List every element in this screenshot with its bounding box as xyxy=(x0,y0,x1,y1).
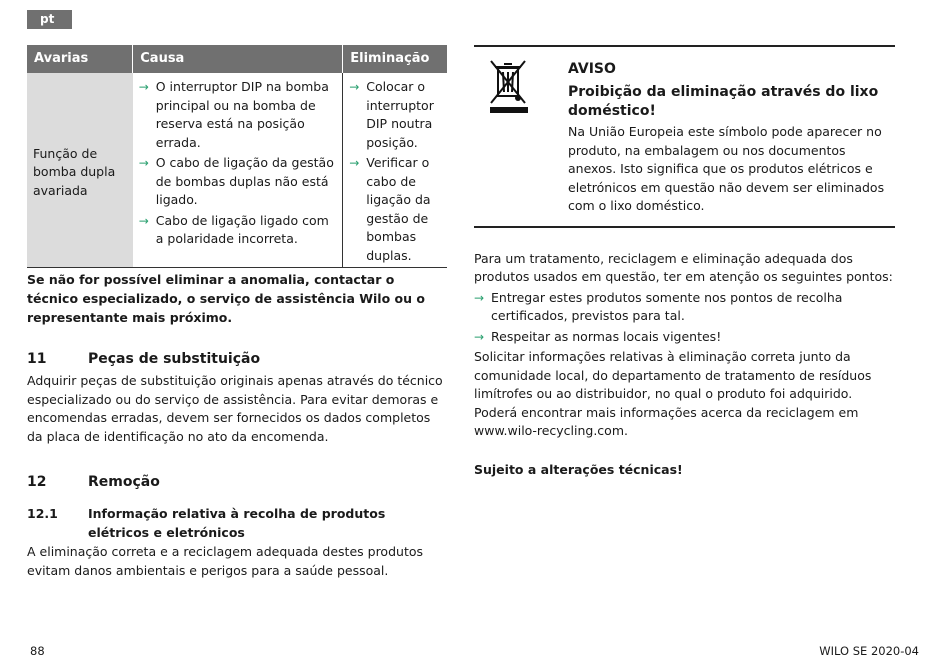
section-11-heading: 11 Peças de substituição xyxy=(27,351,261,367)
left-column xyxy=(27,45,447,580)
list-item: → Cabo de ligação ligado com a polaridade incorreta. xyxy=(138,212,329,246)
arrow-right-icon: → xyxy=(349,80,360,94)
notice-subtitle: Proibição da eliminação através do lixo doméstico! xyxy=(568,84,879,119)
section-12-1-heading: 12.1 Informação relativa à recolha de produtos elétricos e eletrónicos xyxy=(27,506,386,540)
right-column xyxy=(474,45,895,479)
arrow-right-icon: → xyxy=(474,329,485,344)
table-bottom-rule xyxy=(27,267,447,268)
section-11-text: Adquirir peças de substituição originais apenas através do técnico especializado ou do serviço de assistência. Para evitar demoras e encomendas erradas, devem ser fornecidos os dados completos da placa de identificação no ato da encomenda. xyxy=(27,373,443,444)
notice-title: AVISO xyxy=(568,61,616,77)
fault-table xyxy=(27,45,447,267)
fault-cell: Função de bomba dupla avariada xyxy=(27,73,133,267)
remedy-cell xyxy=(343,73,447,267)
arrow-right-icon: → xyxy=(138,213,149,228)
disposal-info: Solicitar informações relativas à eliminação correta junto da comunidade local, do departamento de tratamento de resíduos limítrofes ou ao distribuidor, no qual o produto foi adquirido. Poderá encontrar mais informações acerca da reciclagem em www.wilo‑recycling.com. xyxy=(474,349,872,438)
header-faults: Avarias xyxy=(27,45,133,73)
list-item: → Verificar o cabo de ligação da gestão de bombas duplas. xyxy=(349,155,431,263)
section-12-heading: 12 Remoção xyxy=(27,474,160,490)
list-item: → O interruptor DIP na bomba principal ou na bomba de reserva está na posição errada. xyxy=(138,79,329,150)
list-item: → Entregar estes produtos somente nos pontos de recolha certificados, previstos para tal. xyxy=(474,289,843,323)
arrow-right-icon: → xyxy=(138,80,149,94)
table-row xyxy=(27,73,447,267)
crossed-out-wheelie-bin-icon xyxy=(474,57,568,216)
arrow-right-icon: → xyxy=(138,156,149,170)
technical-changes-note: Sujeito a alterações técnicas! xyxy=(474,461,683,477)
list-item: → Respeitar as normas locais vigentes! xyxy=(474,328,895,347)
list-item: → O cabo de ligação da gestão de bombas duplas não está ligado. xyxy=(138,155,334,207)
language-tab: pt xyxy=(27,10,72,29)
arrow-right-icon: → xyxy=(474,290,485,305)
notice-body: Na União Europeia este símbolo pode aparecer no produto, na embalagem ou nos documentos anexos. Isto significa que os produtos elétricos e eletrónicos em questão não devem ser eliminados com o lixo doméstico. xyxy=(568,124,885,213)
troubleshoot-note: Se não for possível eliminar a anomalia, contactar o técnico especializado, o serviço de assistência Wilo ou o representante mais próximo. xyxy=(27,272,425,325)
cause-cell xyxy=(133,73,343,267)
header-remedy: Eliminação xyxy=(343,45,447,73)
disposal-intro: Para um tratamento, reciclagem e eliminação adequada dos produtos usados em questão, ter em atenção os seguintes pontos: xyxy=(474,250,893,284)
page-number: 88 xyxy=(30,644,45,658)
section-12-1-text: A eliminação correta e a reciclagem adequada destes produtos evitam danos ambientais e perigos para a saúde pessoal. xyxy=(27,544,424,578)
arrow-right-icon: → xyxy=(349,156,360,170)
document-id: WILO SE 2020-04 xyxy=(819,644,919,658)
list-item: → Colocar o interruptor DIP noutra posição. xyxy=(349,79,434,150)
notice-box xyxy=(474,45,895,228)
header-cause: Causa xyxy=(133,45,343,73)
disposal-list xyxy=(474,289,895,347)
